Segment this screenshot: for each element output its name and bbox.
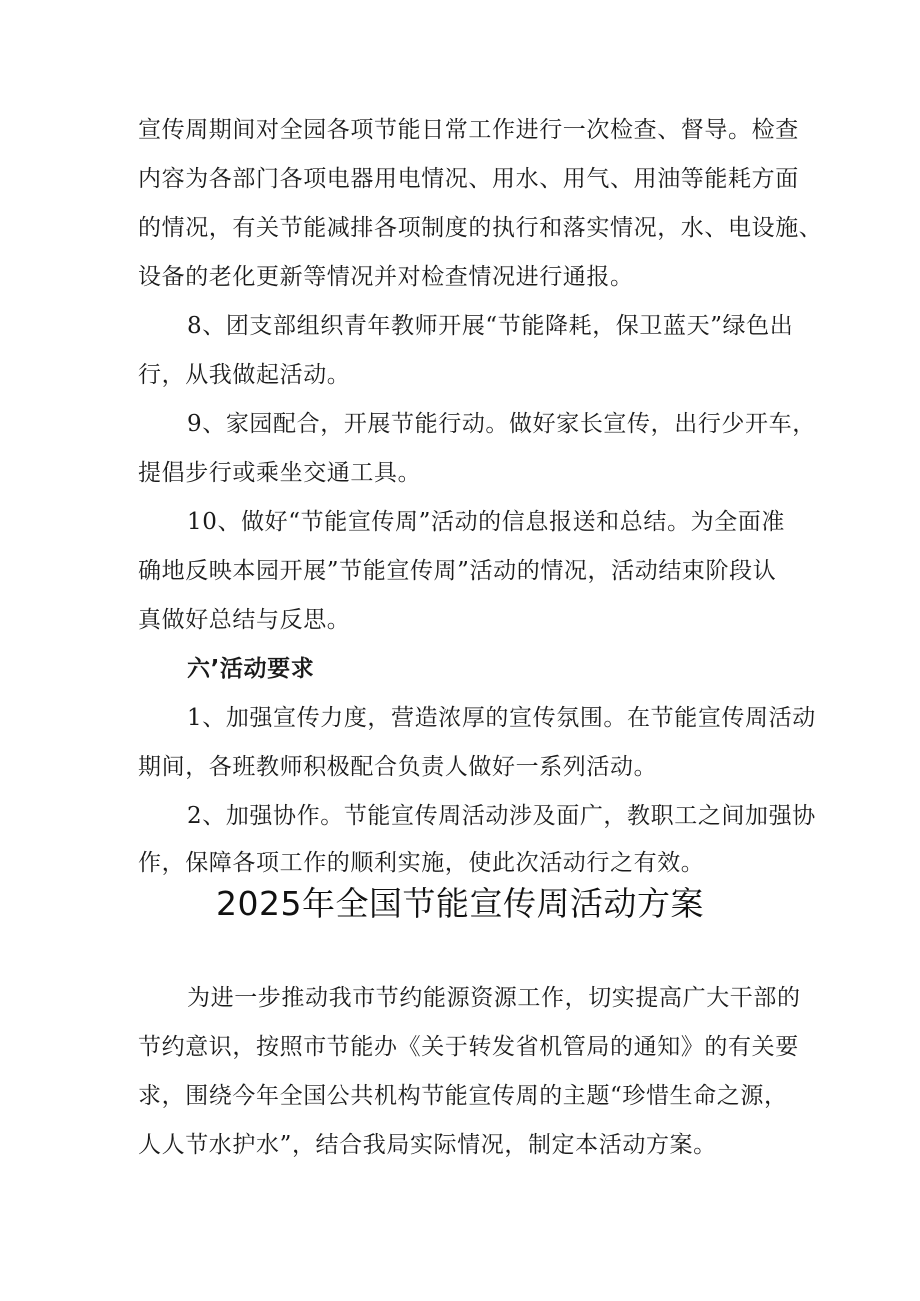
intro-line: 求，围绕今年全国公共机构节能宣传周的主题“珍惜生命之源，	[138, 1083, 788, 1109]
paragraph-line: 设备的老化更新等情况并对检查情况进行通报。	[138, 264, 634, 290]
paragraph-line: 内容为各部门各项电器用电情况、用水、用气、用油等能耗方面	[138, 166, 799, 192]
intro-line: 节约意识，按照市节能办《关于转发省机管局的通知》的有关要	[138, 1034, 799, 1060]
item-10-line: 10、做好“节能宣传周”活动的信息报送和总结。为全面准	[187, 509, 785, 535]
item-8-line: 8、团支部组织青年教师开展“节能降耗，保卫蓝天”绿色出	[187, 313, 794, 339]
item-8-line: 行，从我做起活动。	[138, 362, 351, 388]
requirement-2-line: 2、加强协作。节能宣传周活动涉及面广，教职工之间加强协	[187, 803, 816, 829]
document-title: 2025年全国节能宣传周活动方案	[216, 884, 704, 923]
item-10-line: 确地反映本园开展”节能宣传周”活动的情况，活动结束阶段认	[138, 558, 777, 584]
requirement-2-line: 作，保障各项工作的顺利实施，使此次活动行之有效。	[138, 850, 705, 876]
section-6-heading: 六’活动要求	[187, 656, 315, 682]
requirement-1-line: 期间，各班教师积极配合负责人做好一系列活动。	[138, 754, 658, 780]
item-9-line: 9、家园配合，开展节能行动。做好家长宣传，出行少开车，	[187, 411, 816, 437]
item-9-line: 提倡步行或乘坐交通工具。	[138, 460, 422, 486]
paragraph-line: 的情况，有关节能减排各项制度的执行和落实情况，水、电设施、	[138, 215, 823, 241]
item-10-line: 真做好总结与反思。	[138, 607, 351, 633]
intro-line: 人人节水护水”，结合我局实际情况，制定本活动方案。	[138, 1132, 717, 1158]
requirement-1-line: 1、加强宣传力度，营造浓厚的宣传氛围。在节能宣传周活动	[187, 705, 816, 731]
intro-line: 为进一步推动我市节约能源资源工作，切实提高广大干部的	[187, 985, 801, 1011]
paragraph-line: 宣传周期间对全园各项节能日常工作进行一次检查、督导。检查	[138, 117, 799, 143]
